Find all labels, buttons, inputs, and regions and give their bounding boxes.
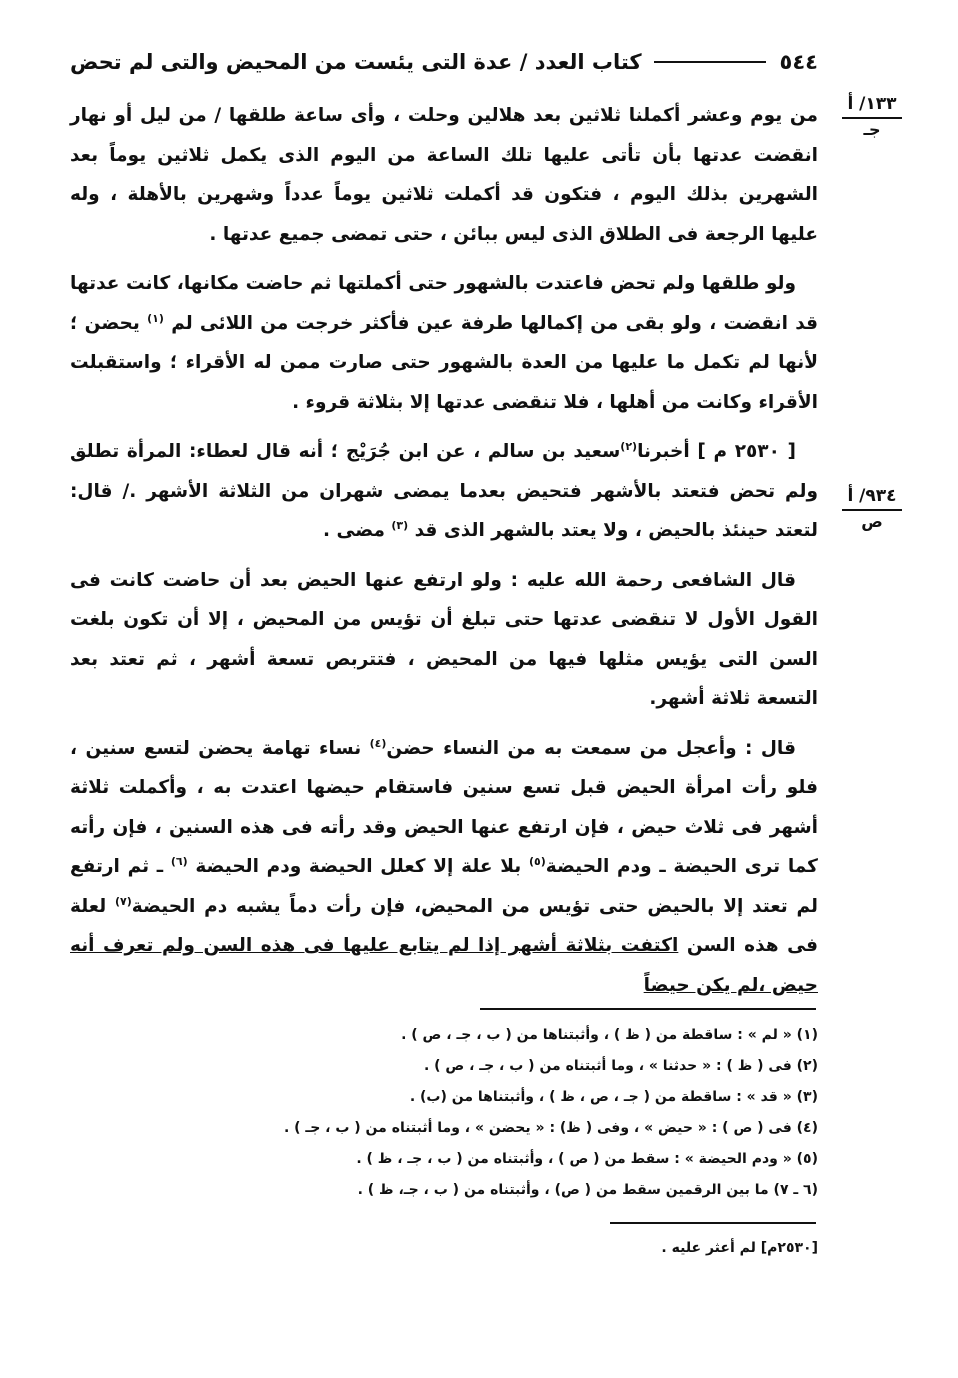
footnote: (٥) « ودم الحيضة » : سقط من ( ص ) ، وأثبتناه من ( ب ، جـ ، ظ ) .: [356, 1151, 818, 1167]
margin-manuscript: ص: [861, 512, 883, 531]
paragraph-text: من يوم وعشر أكملنا ثلاثين بعد هلالين وحلت ، وأى ساعة طلقها / من ليل أو نهار انقضت عدتها بأن تأتى عليها تلك الساعة من اليوم الذى يكمل ثلاثين يوماً بعد الشهرين بذلك اليوم ، فتكون قد أكملت ثلاثين يوماً عدداً وشهرين بالأهلة ، وله عليها الرجعة فى الطلاق الذى ليس ببائن ، حتى تمضى جميع عدتها .: [70, 105, 818, 245]
paragraph: [70, 96, 818, 254]
margin-note-1: [842, 94, 902, 139]
paragraph-text: ولو طلقها ولم تحض فاعتدت بالشهور حتى أكملتها ثم حاضت مكانها، كانت عدتها قد انقضت ، ولو بقى من إكمالها طرفة عين فأكثر خرجت من اللائى لم: [70, 273, 818, 334]
page-number: ٥٤٤: [779, 50, 818, 74]
paragraph-text: نساء تهامة يحضن لتسع سنين ، فلو رأت امرأة الحيض قبل تسع سنين فاستقام حيضها اعتدت به ، وأكملت ثلاثة أشهر فى ثلاث حيض ، فإن ارتفع عنها الحيض وقد رأته فى هذه السنين ، فإن رأته كما ترى الحيضة ـ ودم الحيضة: [70, 737, 818, 877]
footnote-separator: [480, 1008, 816, 1010]
paragraph-text: : وأعجل من سمعت به من النساء حضن: [386, 737, 753, 759]
margin-ref: ١٣٣/ أ: [842, 94, 902, 119]
footnote: (١) « لم » : ساقطة من ( ظ ) ، وأثبتناها من ( ب ، جـ ، ص ) .: [401, 1027, 818, 1043]
paragraph-text: رحمة الله عليه : ولو ارتفع عنها الحيض بعد أن حاضت كانت فى القول الأول لا تنقضى عدتها حتى تبلغ أن تؤيس من المحيض ، إلا أن تكون بلغت السن التى يؤيس مثلها فيها من المحيض ، فتتربص تسعة أشهر ، ثم تعتد بعد التسعة ثلاثة أشهر.: [70, 569, 818, 709]
footnotes: [200, 1020, 818, 1206]
paragraph-text: مضى .: [323, 520, 385, 541]
paragraph-text: يحضن ؛ لأنها لم تكمل ما عليها من العدة بالشهور حتى صارت ممن له الأقراء ؛ واستقبلت الأقراء وكانت من أهلها ، فلا تنقضى عدتها إلا بثلاثة قروء .: [70, 312, 818, 413]
footnote-marker: (٤): [369, 736, 387, 750]
footnote: (٦ ـ ٧) ما بين الرقمين سقط من ( ص) ، وأثبتناه من ( ب ، جـ، ظ ) .: [357, 1182, 818, 1198]
paragraph-text: ـ ثم ارتفع لم تعتد إلا بالحيض حتى تؤيس من المحيض، فإن رأت دماً يشبه دم الحيضة: [70, 856, 818, 917]
paragraph: [70, 264, 818, 422]
hadith-number: [ ٢٥٣٠ م ] أخبرنا: [637, 441, 796, 462]
footnote: (٤) فى ( ص ) : « حيض » ، وفى ( ظ) : « يحضن » ، وما أثبتناه من ( ب ، جـ ) .: [283, 1120, 818, 1136]
margin-ref: ٩٣٤/ أ: [842, 486, 902, 511]
footnote: (٢) فى ( ظ ) : « حدثنا » ، وما أثبتناه من ( ب ، جـ ، ص ) .: [423, 1058, 818, 1074]
endnote-separator: [610, 1222, 816, 1224]
margin-manuscript: جـ: [863, 120, 881, 139]
paragraph-text: اكتفت بثلاثة أشهر إذا لم يتابع عليها فى هذه السن ولم تعرف أنه حيض ،لم يكن حيضاً: [70, 935, 818, 996]
footnote-marker: (٧): [114, 894, 132, 908]
speaker-name: قال: [760, 737, 796, 759]
paragraph: [70, 561, 818, 719]
header-rule: [654, 61, 766, 63]
running-title: كتاب العدد / عدة التى يئست من المحيض والتى لم تحض: [70, 50, 642, 74]
footnote-marker: (٣): [391, 518, 409, 532]
main-text: [70, 96, 818, 1015]
paragraph-text: بلا علة إلا كعلل الحيضة ودم الحيضة: [195, 856, 522, 877]
paragraph-text: سعيد بن سالم ، عن ابن جُرَيْج ؛ أنه قال لعطاء: المرأة تطلق ولم تحض فتعتد بالأشهر فتحيض بعدما يمضى شهران من الثلاثة الأشهر ./ قال: لتعتد حينئذ بالحيض ، ولا يعتد بالشهر الذى قد: [70, 441, 818, 541]
footnote-marker: (١): [147, 311, 164, 325]
footnote-marker: (٥): [528, 854, 546, 868]
paragraph: [70, 432, 818, 551]
footnote-marker: (٢): [620, 439, 638, 453]
footnote: (٣) « قد » : ساقطة من ( جـ ، ص ، ظ ) ، وأثبتناها من (ب) .: [409, 1089, 818, 1105]
paragraph: [70, 729, 818, 1006]
paragraph-text: لعلة فى هذه السن: [70, 895, 818, 956]
editor-endnote: [٢٥٣٠م] لم أعثر عليه .: [661, 1240, 818, 1256]
speaker-name: قال الشافعى: [671, 569, 796, 591]
footnote-marker: (٦): [170, 854, 188, 868]
page-header: [70, 44, 818, 80]
margin-note-2: [842, 486, 902, 531]
